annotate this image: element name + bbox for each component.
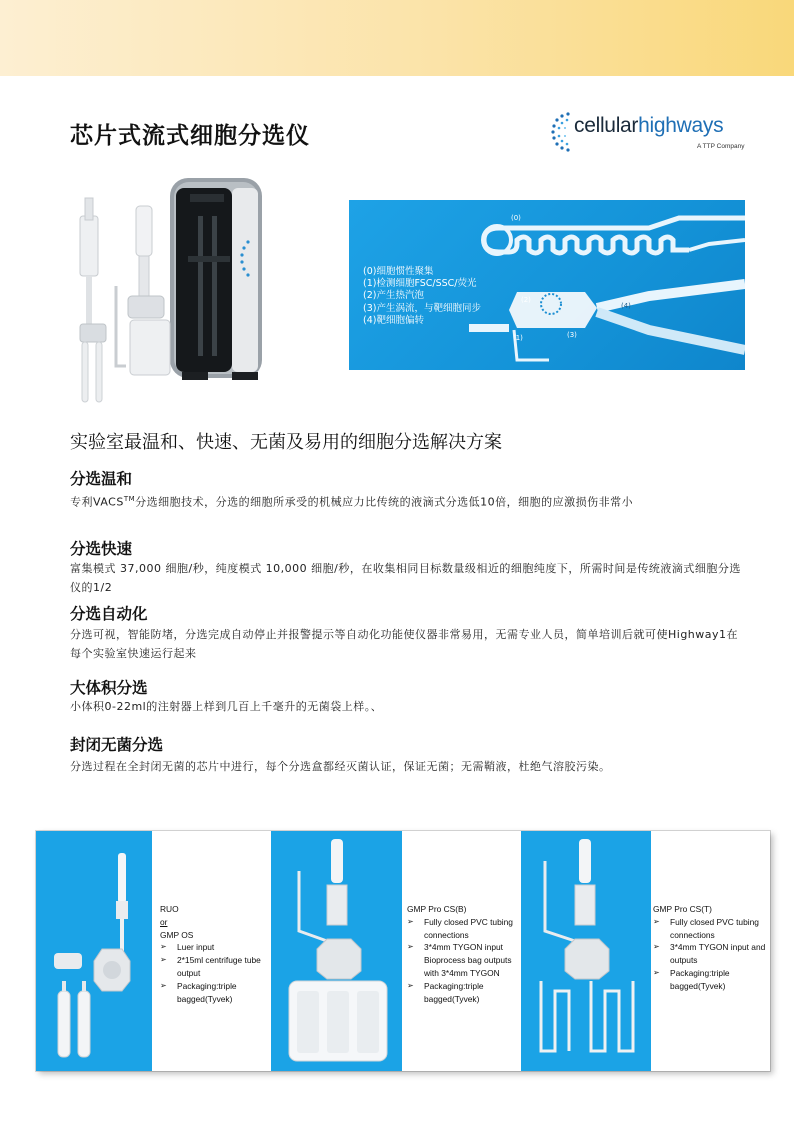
company-logo: [550, 108, 750, 158]
product-image-ruo: [36, 831, 152, 1071]
spec-item: ➢ Fully closed PVC tubing connections: [653, 916, 769, 942]
tagline-heading: 实验室最温和、快速、无菌及易用的细胞分选解决方案: [70, 432, 502, 453]
spec-item: ➢ 3*4mm TYGON input and outputs: [653, 941, 769, 967]
spec-item: ➢ 2*15ml centrifuge tube output: [160, 954, 268, 980]
section-body: 富集模式 37,000 细胞/秒，纯度模式 10,000 细胞/秒，在收集相同目标数量级相近的细胞纯度下，所需时间是传统液滴式细胞分选仪的1/2: [70, 562, 741, 594]
spec-item: ➢ 3*4mm TYGON input Bioprocess bag outputs with 3*4mm TYGON: [407, 941, 519, 979]
section-heading: 封闭无菌分选: [70, 736, 164, 754]
product-image-cs-t: [521, 831, 651, 1071]
logo-wordmark: cellularhighways: [574, 114, 724, 137]
legend-line: (1)检测细胞FSC/SSC/荧光: [363, 278, 477, 290]
legend-line: (0)细胞惯性聚集: [363, 266, 434, 277]
legend-line: (2)产生热汽泡: [363, 290, 424, 302]
section-heading: 大体积分选: [70, 679, 148, 697]
diagram-label-4: (4): [621, 302, 631, 310]
section-body: 专利VACS™分选细胞技术，分选的细胞所承受的机械应力比传统的液滴式分选低10倍，细胞的应激损伤非常小: [70, 495, 634, 509]
diagram-label-2: (2): [521, 296, 531, 304]
section-body: 分选过程在全封闭无菌的芯片中进行，每个分选盒都经灭菌认证，保证无菌；无需鞘液，杜绝气溶胶污染。: [70, 760, 611, 773]
product-spec-ruo: RUO or GMP OS ➢ Luer input ➢ 2*15ml centrifuge tube output ➢ Packaging:triple bagged(Tyvek): [160, 903, 268, 1005]
section-heading: 分选温和: [70, 470, 133, 488]
section-heading: 分选快速: [70, 540, 133, 558]
sorting-principle-diagram: [349, 200, 745, 370]
logo-dots-icon: [550, 110, 574, 154]
spec-item: ➢ Packaging:triple bagged(Tyvek): [653, 967, 769, 993]
section-body: 分选可视，智能防堵，分选完成自动停止并报警提示等自动化功能使仪器非常易用，无需专业人员，简单培训后就可使Highway1在每个实验室快速运行起来: [70, 628, 739, 660]
legend-line: (3)产生涡流，与靶细胞同步: [363, 302, 481, 314]
product-image-cs-b: [271, 831, 402, 1071]
spec-item: ➢ Fully closed PVC tubing connections: [407, 916, 519, 942]
section-body: 小体积0-22ml的注射器上样到几百上千毫升的无菌袋上样。、: [70, 700, 383, 713]
spec-item: ➢ Luer input: [160, 941, 268, 954]
diagram-label-0: (0): [511, 214, 521, 222]
legend-line: (4)靶细胞偏转: [363, 314, 424, 326]
diagram-label-3: (3): [567, 331, 577, 339]
section-heading: 分选自动化: [70, 605, 148, 623]
product-spec-cs-b: GMP Pro CS(B) ➢ Fully closed PVC tubing connections ➢ 3*4mm TYGON input Bioprocess bag outputs with 3*4mm TYGON ➢ Packaging:triple bagged(Tyvek): [407, 903, 519, 1005]
logo-tagline: A TTP Company: [697, 143, 745, 150]
page-title: 芯片式流式细胞分选仪: [70, 123, 310, 149]
sorter-device-image: [72, 176, 284, 408]
spec-item: ➢ Packaging:triple bagged(Tyvek): [407, 980, 519, 1006]
diagram-label-1: (1): [513, 334, 523, 342]
diagram-legend: [363, 266, 481, 327]
spec-item: ➢ Packaging:triple bagged(Tyvek): [160, 980, 268, 1006]
header-band: [0, 0, 794, 76]
product-variants-panel: [36, 831, 770, 1071]
product-spec-cs-t: GMP Pro CS(T) ➢ Fully closed PVC tubing connections ➢ 3*4mm TYGON input and outputs ➢ Packaging:triple bagged(Tyvek): [653, 903, 769, 993]
